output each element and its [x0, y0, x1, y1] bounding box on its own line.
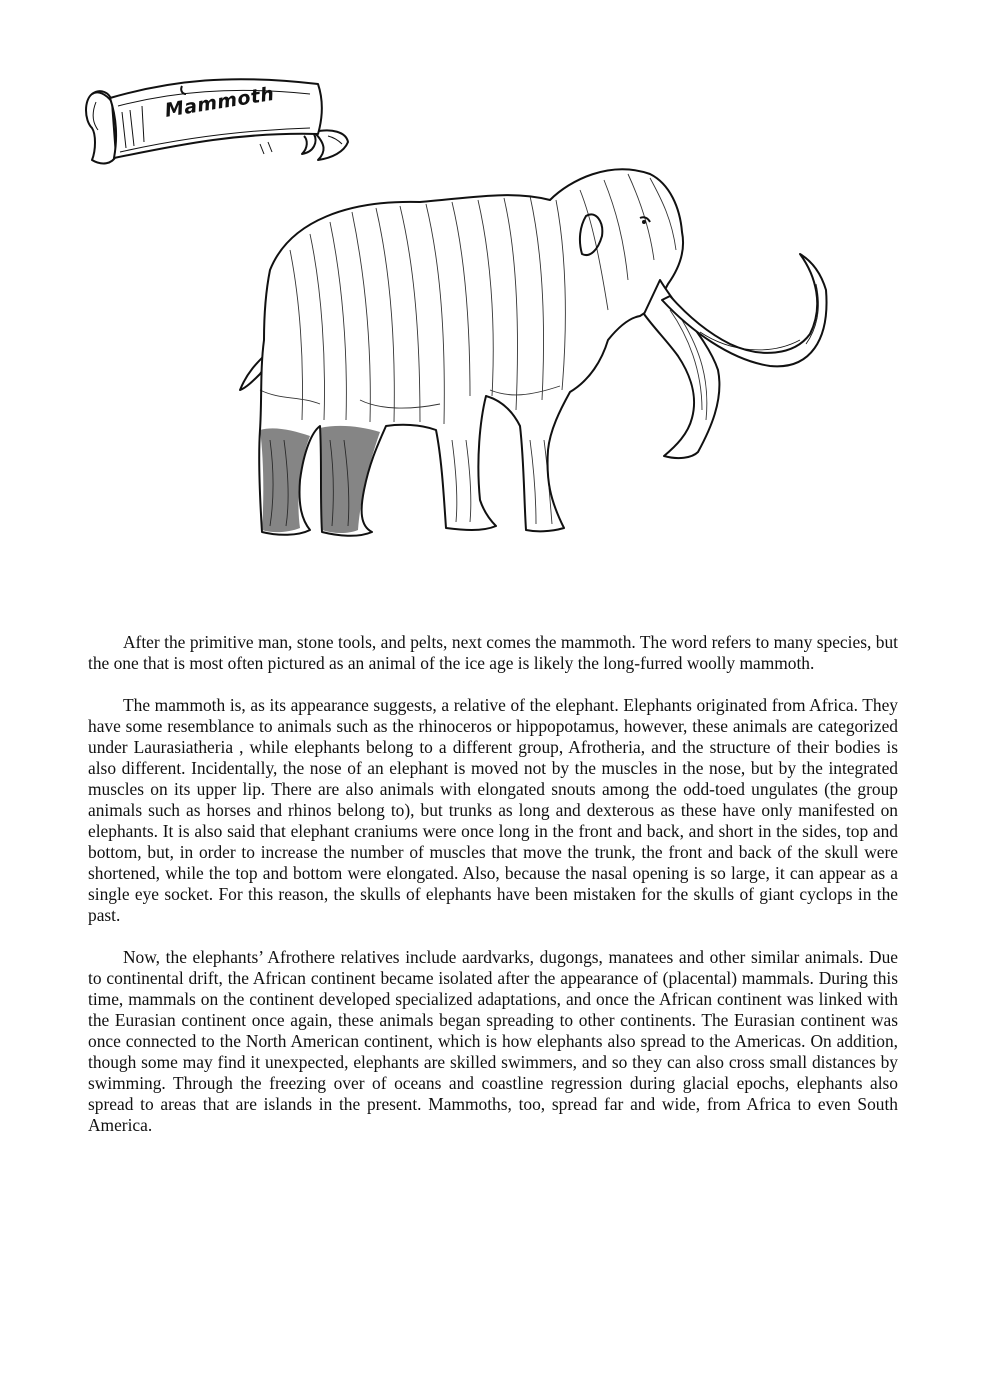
mammoth-illustration — [230, 160, 850, 555]
banner-title: Mammoth — [163, 82, 276, 122]
paragraph: After the primitive man, stone tools, and pelts, next comes the mammoth. The word refers to many species, but the one that is most often pictured as an animal of the ice age is likely the long-furred woolly mammoth. — [88, 632, 898, 673]
paragraph: Now, the elephants’ Afrothere relatives include aardvarks, dugongs, manatees and other similar animals. Due to continental drift, the African continent became isolated after the appearance of (placental) mammals. During this time, mammals on the continent developed specialized adaptations, and once the African continent was linked with the Eurasian continent once again, these animals began spreading to other continents. The Eurasian continent was once connected to the North American continent, which is how elephants also spread to the Americas. On addition, though some may find it unexpected, elephants are skilled swimmers, and so they can also cross small distances by swimming. Through the freezing over of oceans and coastline regression during glacial epochs, elephants also spread to areas that are islands in the present. Mammoths, too, spread far and wide, from Africa to even South America. — [88, 947, 898, 1135]
body-text — [88, 632, 898, 1157]
paragraph: The mammoth is, as its appearance suggests, a relative of the elephant. Elephants originated from Africa. They have some resemblance to animals such as the rhinoceros or hippopotamus, however, these animals are categorized under Laurasiatheria , while elephants belong to a different group, Afrotheria, and the structure of their bodies is also different. Incidentally, the nose of an elephant is moved not by the muscles in the nose, but by the integrated muscles on its upper lip. There are also animals with elongated snouts among the odd-toed ungulates (the group animals such as horses and rhinos belong to), but trunks as long and dexterous as these have only manifested on elephants. It is also said that elephant craniums were once long in the front and back, and short in the sides, top and bottom, but, in order to increase the number of muscles that move the trunk, the front and back of the skull were shortened, while the top and bottom were elongated. Also, because the nasal opening is so large, it can appear as a single eye socket. For this reason, the skulls of elephants have been mistaken for the skulls of giant cyclops in the past. — [88, 695, 898, 925]
